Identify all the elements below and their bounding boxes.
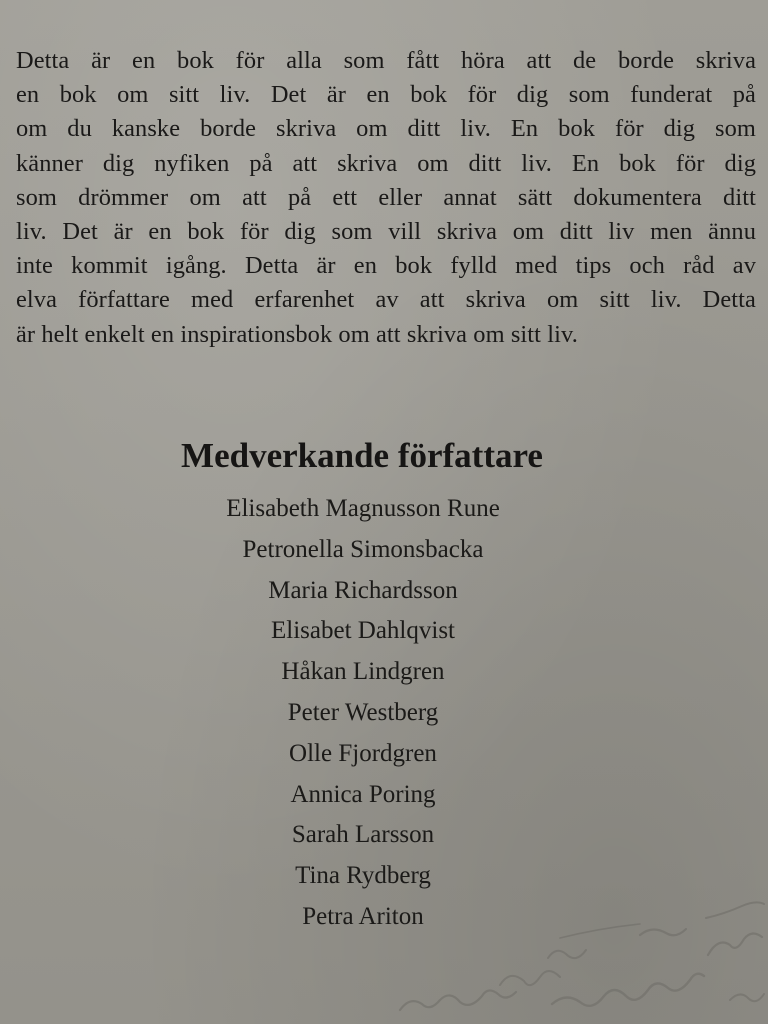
contributor-name: Petronella Simonsbacka	[242, 535, 484, 563]
intro-line: om du kanske borde skriva om ditt liv. En bok för dig som	[16, 115, 756, 143]
contributor-name: Olle Fjordgren	[289, 739, 437, 767]
intro-line: känner dig nyfiken på att skriva om ditt liv. En bok för dig	[16, 149, 756, 177]
intro-line: elva författare med erfarenhet av att skriva om sitt liv. Detta	[16, 286, 756, 314]
contributor-name: Elisabet Dahlqvist	[271, 617, 455, 645]
contributors-list	[0, 489, 726, 938]
intro-line: en bok om sitt liv. Det är en bok för dig som funderat på	[16, 81, 756, 109]
intro-line: är helt enkelt en inspirationsbok om att skriva om sitt liv.	[16, 320, 578, 348]
intro-line: liv. Det är en bok för dig som vill skriva om ditt liv men ännu	[16, 218, 756, 246]
intro-paragraph	[16, 44, 756, 352]
contributor-name: Peter Westberg	[287, 698, 439, 726]
contributor-name: Elisabeth Magnusson Rune	[226, 495, 500, 522]
intro-line: inte kommit igång. Detta är en bok fylld med tips och råd av	[16, 252, 756, 280]
intro-line: Detta är en bok för alla som fått höra att de borde skriva	[16, 47, 756, 74]
contributor-name: Håkan Lindgren	[281, 658, 445, 686]
contributor-name: Tina Rydberg	[295, 862, 431, 890]
contributor-name: Sarah Larsson	[291, 821, 435, 849]
intro-line: som drömmer om att på ett eller annat sätt dokumentera ditt	[16, 183, 756, 211]
contributors-heading: Medverkande författare	[181, 436, 543, 475]
contributor-name: Annica Poring	[290, 780, 436, 808]
contributor-name: Petra Ariton	[302, 902, 424, 930]
contributor-name: Maria Richardsson	[268, 576, 458, 604]
